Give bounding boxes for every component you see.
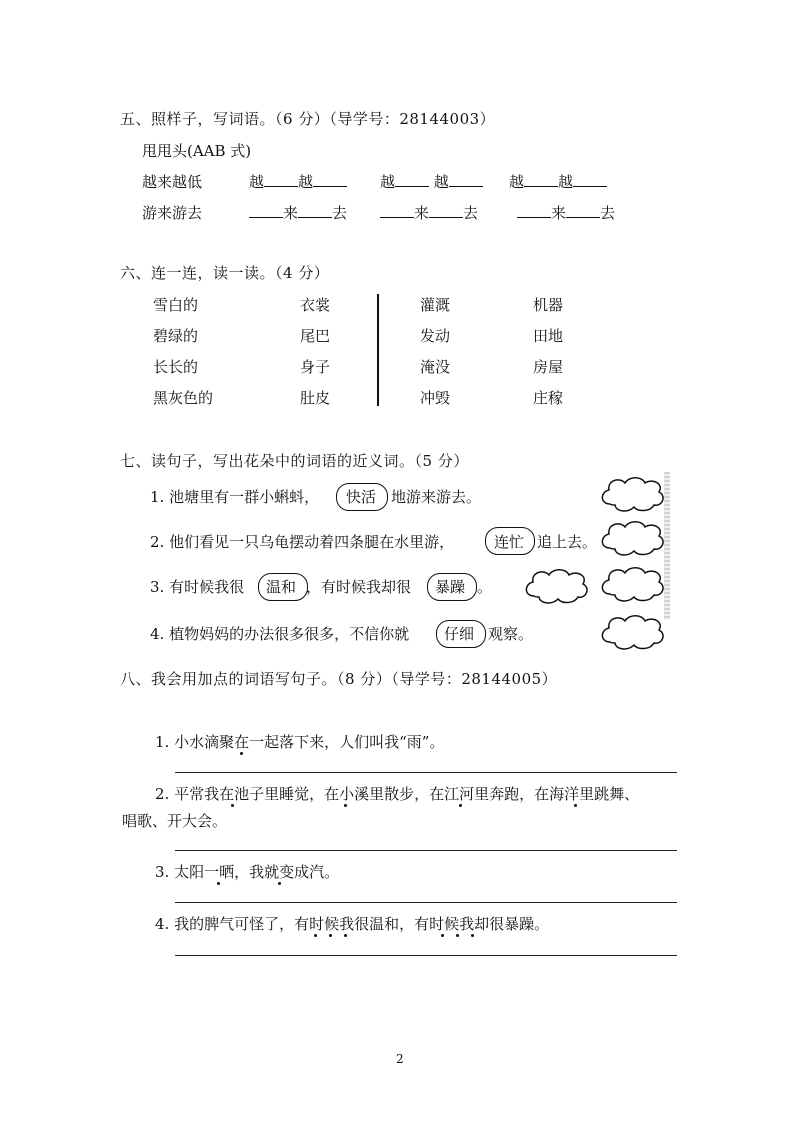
row1-p2-char-b: 越 (433, 173, 449, 191)
row1-p1-blank-b[interactable] (313, 172, 347, 187)
s7-sentence-3-post: 。 (477, 578, 493, 596)
match-left-target-2[interactable]: 尾巴 (300, 327, 331, 345)
match-divider (377, 294, 379, 406)
s7-sentence-4-pre: 4. 植物妈妈的办法很多很多，不信你就 (150, 625, 410, 643)
row1-p2-blank-b[interactable] (449, 172, 483, 187)
row2-pattern-3 (517, 202, 615, 223)
row1-p3-blank-b[interactable] (573, 172, 607, 187)
row2-pattern-1 (249, 202, 347, 223)
row2-p1-char-a: 来 (283, 204, 299, 222)
row1-p1-char-b: 越 (298, 173, 314, 191)
s7-sentence-1-post: 地游来游去。 (391, 488, 482, 506)
row1-pattern-3 (509, 171, 607, 192)
row1-p3-char-a: 越 (509, 173, 525, 191)
row1-pattern-2 (380, 171, 483, 192)
emphasis-dot (314, 934, 317, 937)
row2-p3-char-a: 来 (551, 204, 567, 222)
row2-example: 游来游去 (142, 204, 203, 222)
emphasis-dot (240, 752, 243, 755)
s8-sentence-2-line-1: 2. 平常我在池子里睡觉，在小溪里散步，在江河里奔跑，在海洋里跳舞、 (155, 785, 640, 803)
match-right-4[interactable]: 冲毁 (420, 389, 451, 407)
emphasis-dot (441, 934, 444, 937)
s7-sentence-4-post: 观察。 (488, 625, 534, 643)
row2-p3-blank-a[interactable] (517, 203, 551, 218)
row2-p1-blank-a[interactable] (249, 203, 283, 218)
row2-p2-blank-a[interactable] (380, 203, 414, 218)
s7-word-1: 快活 (346, 488, 377, 506)
row2-p3-char-b: 去 (600, 204, 616, 222)
answer-cloud-4[interactable] (598, 612, 668, 652)
match-left-1[interactable]: 雪白的 (153, 296, 199, 314)
match-left-target-3[interactable]: 身子 (300, 358, 331, 376)
row1-p1-blank-a[interactable] (264, 172, 298, 187)
s8-sentence-1: 1. 小水滴聚在一起落下来，人们叫我“雨”。 (155, 733, 445, 751)
match-right-target-4[interactable]: 庄稼 (533, 389, 564, 407)
s7-word-4: 仔细 (444, 625, 475, 643)
row2-p1-char-b: 去 (332, 204, 348, 222)
emphasis-dot (217, 882, 220, 885)
match-left-4[interactable]: 黑灰色的 (153, 389, 214, 407)
row1-p2-char-a: 越 (380, 173, 396, 191)
row1-p3-char-b: 越 (558, 173, 574, 191)
s7-sentence-2-pre: 2. 他们看见一只乌龟摆动着四条腿在水里游， (150, 533, 455, 551)
emphasis-dot (456, 934, 459, 937)
answer-cloud-1[interactable] (598, 474, 668, 514)
answer-line-4[interactable] (175, 955, 677, 956)
s8-sentence-3: 3. 太阳一晒，我就变成汽。 (155, 863, 340, 881)
emphasis-dot (471, 934, 474, 937)
row1-example: 越来越低 (142, 173, 203, 191)
row2-p2-char-a: 来 (414, 204, 430, 222)
row1-pattern-1 (249, 171, 347, 192)
match-right-1[interactable]: 灌溉 (420, 296, 451, 314)
match-left-target-1[interactable]: 衣裳 (300, 296, 331, 314)
match-right-target-2[interactable]: 田地 (533, 327, 564, 345)
row1-p3-blank-a[interactable] (524, 172, 558, 187)
section-5-example: 甩甩头(AAB 式) (142, 142, 252, 160)
section-8-title: 八、我会用加点的词语写句子。（8 分）（导学号：28144005） (120, 670, 558, 688)
row2-p2-blank-b[interactable] (429, 203, 463, 218)
emphasis-dot (574, 804, 577, 807)
s8-sentence-4: 4. 我的脾气可怪了，有时候我很温和，有时候我却很暴躁。 (155, 915, 550, 933)
page-number: 2 (396, 1052, 404, 1066)
emphasis-dot (278, 882, 281, 885)
row1-p2-blank-a[interactable] (395, 172, 429, 187)
row2-pattern-2 (380, 202, 478, 223)
match-left-2[interactable]: 碧绿的 (153, 327, 199, 345)
s7-sentence-3-pre: 3. 有时候我很 (150, 578, 245, 596)
s7-word-3b: 暴躁 (435, 578, 466, 596)
match-right-3[interactable]: 淹没 (420, 358, 451, 376)
answer-cloud-3b[interactable] (522, 566, 592, 606)
emphasis-dot (231, 804, 234, 807)
s7-word-3a: 温和 (266, 578, 297, 596)
emphasis-dot (344, 934, 347, 937)
match-left-3[interactable]: 长长的 (153, 358, 199, 376)
match-left-target-4[interactable]: 肚皮 (300, 389, 331, 407)
row2-p3-blank-b[interactable] (566, 203, 600, 218)
answer-line-2[interactable] (175, 850, 677, 851)
answer-cloud-2[interactable] (598, 518, 668, 558)
section-7-title: 七、读句子，写出花朵中的词语的近义词。（5 分） (120, 452, 469, 470)
row2-p1-blank-b[interactable] (298, 203, 332, 218)
s7-word-2: 连忙 (494, 533, 525, 551)
s8-sentence-2-line-2: 唱歌、开大会。 (122, 812, 228, 830)
match-right-target-1[interactable]: 机器 (533, 296, 564, 314)
emphasis-dot (344, 804, 347, 807)
emphasis-dot (329, 934, 332, 937)
answer-cloud-3a[interactable] (598, 564, 668, 604)
s7-sentence-3-mid: ，有时候我却很 (306, 578, 412, 596)
section-5-title: 五、照样子，写词语。（6 分）（导学号：28144003） (120, 110, 496, 128)
s7-sentence-2-post: 追上去。 (537, 533, 598, 551)
match-right-target-3[interactable]: 房屋 (533, 358, 564, 376)
section-6-title: 六、连一连，读一读。（4 分） (120, 264, 330, 282)
emphasis-dot (459, 804, 462, 807)
match-right-2[interactable]: 发动 (420, 327, 451, 345)
row2-p2-char-b: 去 (463, 204, 479, 222)
s7-sentence-1-pre: 1. 池塘里有一群小蝌蚪， (150, 488, 320, 506)
row1-p1-char-a: 越 (249, 173, 265, 191)
answer-line-1[interactable] (175, 772, 677, 773)
answer-line-3[interactable] (175, 902, 677, 903)
